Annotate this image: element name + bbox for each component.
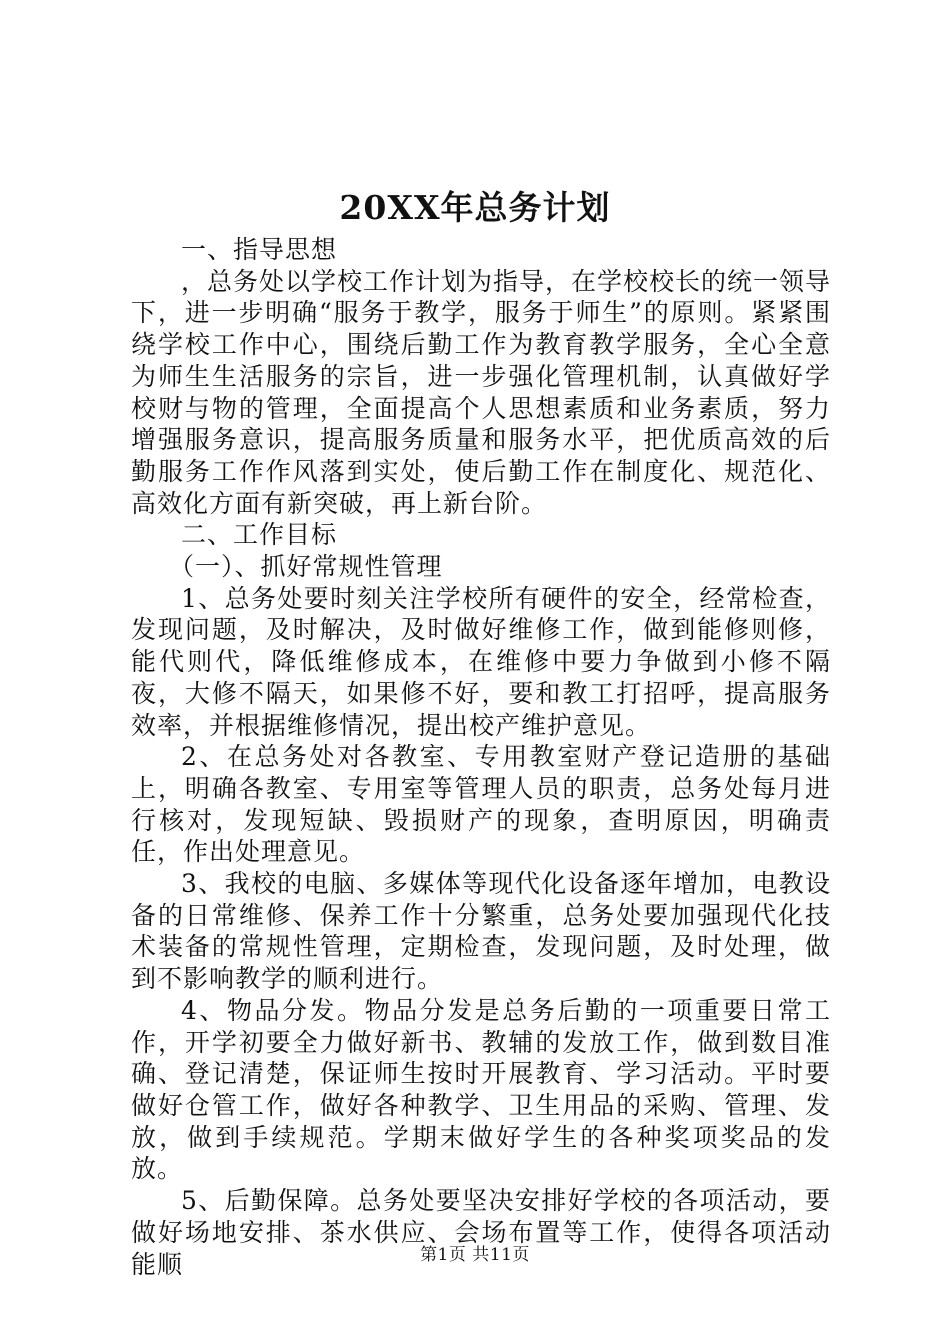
paragraph-item-4: 4、物品分发。物品分发是总务后勤的一项重要日常工作，开学初要全力做好新书、教辅的发放工作，做到数目准确、登记清楚，保证师生按时开展教育、学习活动。平时要做好仓管工作，做好各种教学、卫生用品的采购、管理、发放，做到手续规范。学期末做好学生的各种奖项奖品的发放。	[131, 995, 831, 1184]
section-heading-guiding-thought: 一、指导思想	[181, 235, 338, 264]
document-body	[131, 234, 831, 1280]
paragraph-item-2: 2、在总务处对各教室、专用教室财产登记造册的基础上，明确各教室、专用室等管理人员的职责，总务处每月进行核对，发现短缺、毁损财产的现象，查明原因，明确责任，作出处理意见。	[131, 742, 831, 867]
paragraph-guiding-thought: ，总务处以学校工作计划为指导，在学校校长的统一领导下，进一步明确“服务于教学，服务于师生”的原则。紧紧围绕学校工作中心，围绕后勤工作为教育教学服务，全心全意为师生生活服务的宗旨，进一步强化管理机制，认真做好学校财与物的管理，全面提高个人思想素质和业务素质，努力增强服务意识，提高服务质量和服务水平，把优质高效的后勤服务工作作风落到实处，使后勤工作在制度化、规范化、高效化方面有新突破，再上新台阶。	[131, 266, 832, 518]
section-heading-work-goals: 二、工作目标	[181, 520, 338, 550]
paragraph-item-3: 3、我校的电脑、多媒体等现代化设备逐年增加，电教设备的日常维修、保养工作十分繁重，总务处要加强现代化技术装备的常规性管理，定期检查，发现问题，及时处理，做到不影响教学的顺利进行。	[131, 869, 831, 994]
paragraph-item-5: 5、后勤保障。总务处要坚决安排好学校的各项活动，要做好场地安排、茶水供应、会场布置等工作，使得各项活动能顺	[131, 1186, 831, 1279]
subsection-heading-routine-management: （一）、抓好常规性管理	[169, 552, 443, 582]
document-title: 20XX年总务计划	[339, 188, 611, 227]
page-footer: 第1页 共11页	[420, 1245, 530, 1265]
paragraph-item-1: 1、总务处要时刻关注学校所有硬件的安全，经常检查，发现问题，及时解决，及时做好维修工作，做到能修则修，能代则代，降低维修成本，在维修中要力争做到小修不隔夜，大修不隔天，如果修不好，要和教工打招呼，提高服务效率，并根据维修情况，提出校产维护意见。	[131, 583, 831, 740]
